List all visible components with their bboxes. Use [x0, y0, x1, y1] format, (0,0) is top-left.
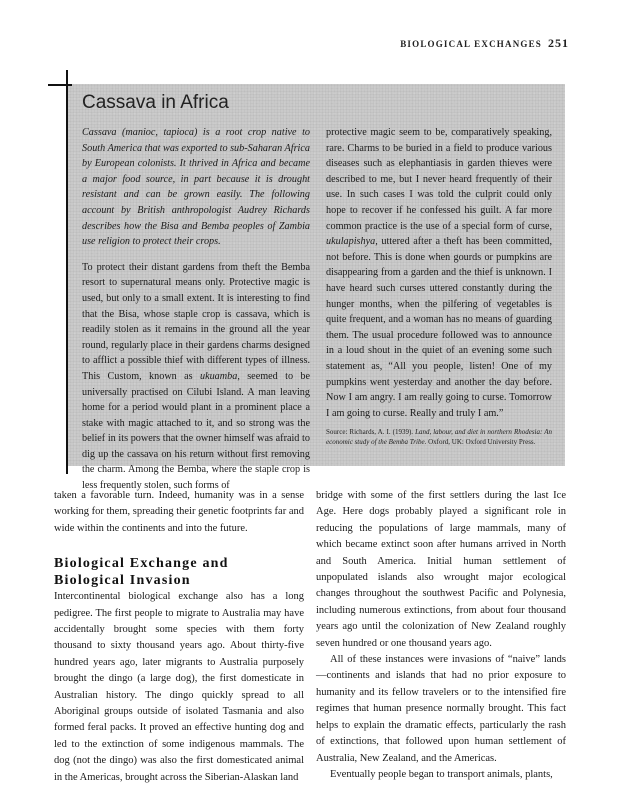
term-ukuamba: ukuamba: [199, 370, 238, 382]
paragraph-continued: taken a favorable turn. Indeed, humanity was in a sense working for them, spreading their genetic footprints far and wide within the continents and into the future.: [54, 490, 304, 534]
main-right-column: [316, 488, 566, 783]
sidebar-body-2: protective magic seem to be, comparatively speaking, rare. Charms to be buried in a field to produce various diseases such as elephantiasis in garden thieves were described to me, but I never heard frequently of their use. In such cases I was told the culprit could only hope to recover if he confessed his guilt. A far more common practice is the use of a special form of curse, ukulapishya, uttered after a theft has been committed, not before. This is done when gourds or pumpkins are disappearing from a garden and the thief is unknown. I have heard such curses uttered constantly during the hunger months, when the pilfering of vegetables is quite frequent, and a woman has no means of guarding them. The usual procedure followed was to announce in a loud shout in the quiet of an evening some such statement as, “All you people, listen! One of my pumpkins went yesterday and another the day before. Now I am angry. I am really going to curse. Tomorrow I am going to curse. Really and truly I am.”: [326, 127, 552, 419]
paragraph-naive-lands: All of these instances were invasions of “naive” lands—continents and islands that had no prior exposure to humanity and its fellow travelers or to the intensified fire regimes that human presence normally brought. This fact helps to explain the dramatic effects, particularly the rash of extinctions, that followed upon human settlement of Australia, New Zealand, and the Americas.: [316, 654, 566, 764]
sidebar-title: Cassava in Africa: [82, 92, 229, 113]
sidebar-horizontal-rule: [48, 84, 72, 86]
main-left-column: [54, 488, 304, 786]
paragraph-land-bridge: bridge with some of the first settlers during the last Ice Age. Here dogs probably played a significant role in reducing the populations of large mammals, many of which became extinct soon after humans arrived in North and South America. Initial human settlement of unpopulated islands also wrought major ecological changes throughout the southwest Pacific and Polynesia, including numerous extinctions, from about four thousand years ago until the colonization of New Zealand roughly seven hundred or one thousand years ago.: [316, 490, 566, 649]
sidebar-right-column: [326, 125, 552, 447]
paragraph-biological-exchange: Intercontinental biological exchange also has a long pedigree. The first people to migrate to Australia may have accidentally brought some species with them forty thousand to sixty thousand years ago. About thirty-five hundred years ago, later migrants to Australia purposely brought the dingo (a large dog), the first domesticate in Australian history. The dingo quickly spread to all Aboriginal groups outside of isolated Tasmania and also formed feral packs. It proved an effective hunting dog and led to the extinction of some indigenous mammals. The dog (not the dingo) was also the first domesticated animal in the Americas, brought across the Siberian-Alaskan land: [54, 591, 304, 783]
running-header: [400, 36, 569, 51]
term-ukulapishya: ukulapishya: [326, 236, 376, 248]
paragraph-transport: Eventually people began to transport animals, plants,: [330, 768, 553, 780]
sidebar-body-1: To protect their distant gardens from theft the Bemba resort to supernatural means only. Protective magic is used, but only to a small extent. It is interesting to find that the Bisa, whose staple crop is cassava, which is readily stolen as it remains in the ground all the year round, regularly place in their gardens charms designed to afflict a possible thief with different types of illness. This Custom, known as ukuamba, seemed to be universally practised on Cilubi Island. A man leaving home for a period would plant in a prominent place a stake with magic attached to it, and so strong was the belief in its powers that the owner himself was afraid to dig up the cassava on his return without first removing the charm. Among the Bemba, where the staple crop is less frequently stolen, such forms of: [82, 261, 310, 492]
page-number: 251: [548, 36, 569, 50]
sidebar-intro: Cassava (manioc, tapioca) is a root crop native to South America that was exported to sub-Saharan Africa by European colonists. It thrived in Africa and became a major food source, in part because it is drought resistant and can be grown easily. The following account by British anthropologist Audrey Richards describes how the Bisa and Bemba peoples of Zambia use religion to protect their crops.: [82, 127, 310, 248]
section-heading: Biological Exchange and Biological Invasion: [54, 556, 229, 589]
sidebar-source-citation: Source: Richards, A. I. (1939). Land, labour, and diet in northern Rhodesia: An economic study of the Bemba Tribe. Oxford, UK: Oxford University Press.: [326, 428, 552, 447]
sidebar-left-column: [82, 125, 310, 494]
running-title: BIOLOGICAL EXCHANGES: [400, 39, 542, 49]
sidebar-vertical-rule: [66, 70, 68, 474]
